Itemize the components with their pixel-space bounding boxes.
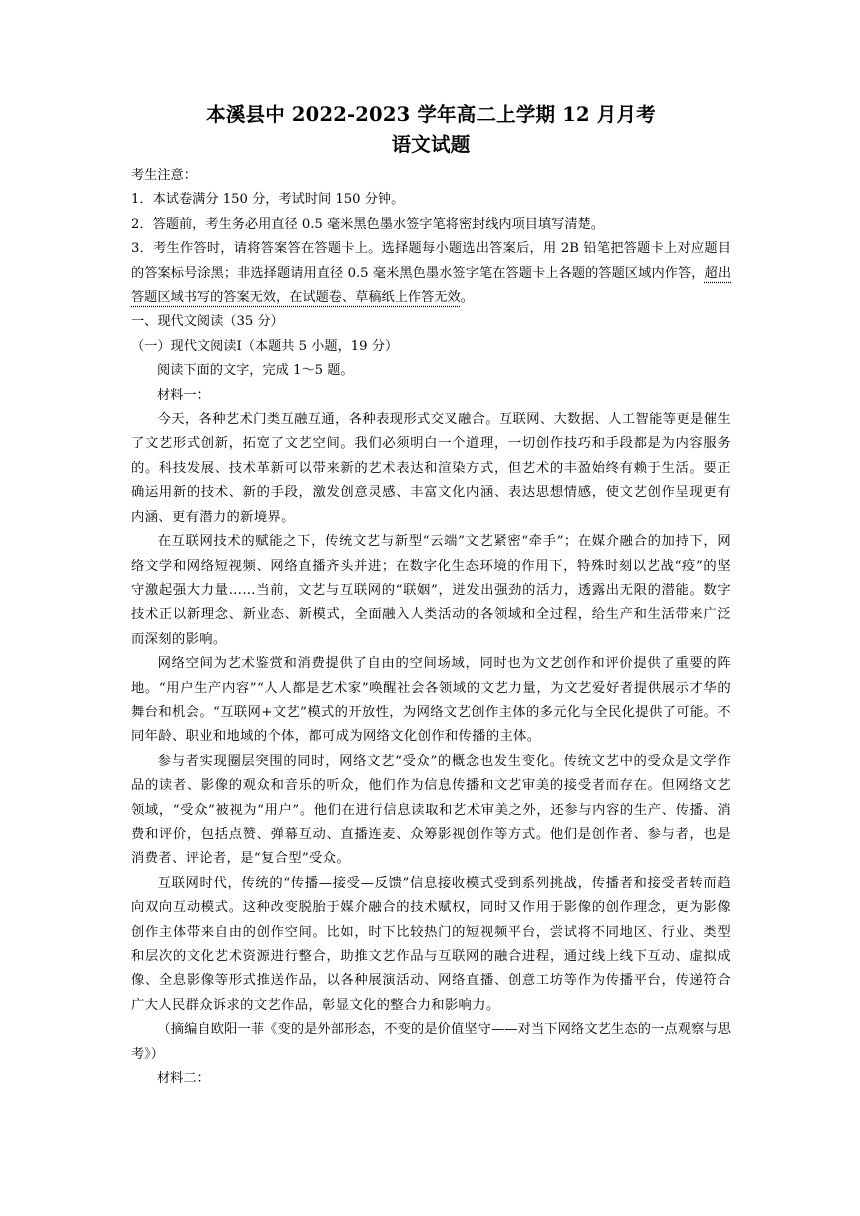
notice-item-3-end: 。	[460, 290, 474, 306]
material-1-label: 材料一：	[157, 387, 210, 403]
notice-item-3-emphasis: 超出答题区域书写的答案无效，在试题卷、草稿纸上作答无效	[131, 265, 732, 306]
notice-item-3	[131, 237, 731, 310]
material-1-paragraph-1: 今天，各种艺术门类互融互通，各种表现形式交叉融合。互联网、大数据、人工智能等更是催生了文艺形式创新，拓宽了文艺空间。我们必须明白一个道理，一切创作技巧和手段都是为内容服务的。科技发展、技术革新可以带来新的艺术表达和渲染方式，但艺术的丰盈始终有赖于生活。要正确运用新的技术、新的手段，激发创意灵感、丰富文化内涵、表达思想情感，使文艺创作呈现更有内涵、更有潜力的新境界。	[131, 412, 731, 525]
notice-item-1: 1．本试卷满分 150 分，考试时间 150 分钟。	[131, 192, 405, 208]
reading-instruction: 阅读下面的文字，完成 1～5 题。	[157, 363, 354, 379]
exam-title: 本溪县中 2022-2023 学年高二上学期 12 月月考	[206, 103, 656, 126]
exam-page	[131, 100, 731, 1091]
exam-subject-title: 语文试题	[391, 133, 471, 156]
material-2-label: 材料二：	[157, 1071, 210, 1087]
notice-item-2: 2．答题前，考生务必用直径 0.5 毫米黑色墨水签字笔将密封线内项目填写清楚。	[131, 216, 604, 232]
material-1-paragraph-2: 在互联网技术的赋能之下，传统文艺与新型“云端”文艺紧密“牵手”；在媒介融合的加持下，网络文学和网络短视频、网络直播齐头并进；在数字化生态环境的作用下，特殊时刻以艺战“疫”的坚守激起强大力量……当前，文艺与互联网的“联姻”，迸发出强劲的活力，透露出无限的潜能。数字技术正以新理念、新业态、新模式，全面融入人类活动的各领域和全过程，给生产和生活带来广泛而深刻的影响。	[131, 534, 731, 647]
material-1-source: （摘编自欧阳一菲《变的是外部形态，不变的是价值坚守——对当下网络文艺生态的一点观察与思考》）	[131, 1022, 731, 1062]
material-1-paragraph-4: 参与者实现圈层突围的同时，网络文艺“受众”的概念也发生变化。传统文艺中的受众是文学作品的读者、影像的观众和音乐的听众，他们作为信息传播和文艺审美的接受者而存在。但网络文艺领域，“受众”被视为“用户”。他们在进行信息读取和艺术审美之外，还参与内容的生产、传播、消费和评价，包括点赞、弹幕互动、直播连麦、众筹影视创作等方式。他们是创作者、参与者，也是消费者、评论者，是“复合型”受众。	[131, 753, 731, 867]
section-heading: 一、现代文阅读（35 分）	[131, 314, 284, 330]
subsection-heading: （一）现代文阅读Ⅰ（本题共 5 小题，19 分）	[131, 338, 399, 354]
notice-item-3-main: 3．考生作答时，请将答案答在答题卡上。选择题每小题选出答案后，用 2B 铅笔把答题卡上对应题目的答案标号涂黑；非选择题请用直径 0.5 毫米黑色墨水签字笔在答题卡上各题的答题区域内作答，	[131, 241, 731, 281]
material-1-paragraph-3: 网络空间为艺术鉴赏和消费提供了自由的空间场域，同时也为文艺创作和评价提供了重要的阵地。“用户生产内容”“人人都是艺术家”唤醒社会各领域的文艺力量，为文艺爱好者提供展示才华的舞台和机会。“互联网+文艺”模式的开放性，为网络文艺创作主体的多元化与全民化提供了可能。不同年龄、职业和地域的个体，都可成为网络文化创作和传播的主体。	[131, 656, 731, 745]
material-1-paragraph-5: 互联网时代，传统的“传播—接受—反馈”信息接收模式受到系列挑战，传播者和接受者转而趋向双向互动模式。这种改变脱胎于媒介融合的技术赋权，同时又作用于影像的创作理念，更为影像创作主体带来自由的创作空间。比如，时下比较热门的短视频平台，尝试将不同地区、行业、类型和层次的文化艺术资源进行整合，助推文艺作品与互联网的融合进程，通过线上线下互动、虚拟成像、全息影像等形式推送作品，以各种展演活动、网络直播、创意工坊等作为传播平台，传递符合广大人民群众诉求的文艺作品，彰显文化的整合力和影响力。	[131, 875, 731, 1013]
notice-heading: 考生注意：	[131, 168, 197, 183]
